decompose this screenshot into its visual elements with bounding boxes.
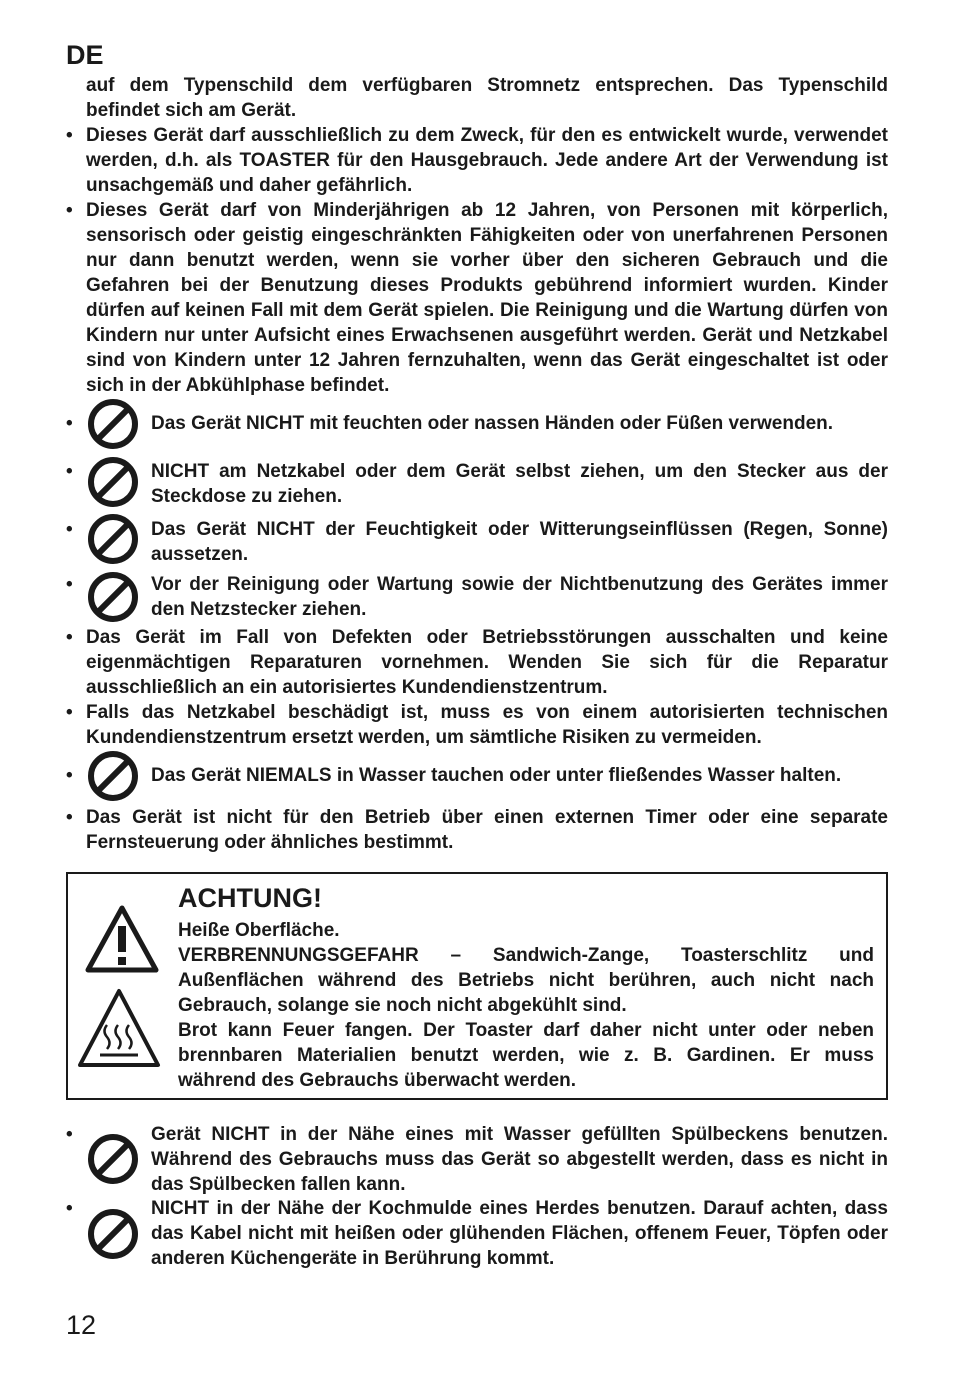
paragraph-sink: Gerät NICHT in der Nähe eines mit Wasser gefüllten Spülbeckens benutzen. Während des Gebrauchs muss das Gerät so abgestellt werden, dass es nicht in das Spülbecken fallen kann. (151, 1124, 888, 1195)
paragraph-children: Dieses Gerät darf von Minderjährigen ab 12 Jahren, von Personen mit körperlich, sensorisch oder geistig eingeschränkten Fähigkeiten oder von unerfahrenen Personen nur dann benutzt werden, wenn sie vorher über den sicheren Gebrauch und die Gefahren bei der Benutzung dieses Produkts gebührend informiert wurden. Kinder dürfen auf keinen Fall mit dem Gerät spielen. Die Reinigung und die Wartung dürfen von Kindern nur unter Aufsicht eines Erwachsenen ausgeführt werden. Gerät und Netzkabel sind von Kindern unter 12 Jahren fernzuhalten, wenn das Gerät eingeschaltet ist oder sich in der Abkühlphase befindet. (86, 200, 888, 396)
prohibition-icon (87, 456, 139, 508)
bullet: • (66, 627, 73, 648)
warning-burn-hazard: VERBRENNUNGSGEFAHR – Sandwich-Zange, Toasterschlitz und Außenflächen während des Betriebs nicht berühren, auch nicht nach Gebrauch, solange sie noch nicht abgekühlt sind. (178, 945, 874, 1016)
paragraph-nameplate: auf dem Typenschild dem verfügbaren Stromnetz entsprechen. Das Typenschild befindet sich am Gerät. (86, 75, 888, 121)
warning-title: ACHTUNG! (178, 883, 322, 913)
prohibition-icon (87, 750, 139, 802)
bullet: • (66, 765, 73, 786)
bullet: • (66, 125, 73, 146)
paragraph-timer: Das Gerät ist nicht für den Betrieb über einen externen Timer oder eine separate Fernsteuerung oder ähnliches bestimmt. (86, 807, 888, 853)
bullet: • (66, 519, 73, 540)
bullet: • (66, 200, 73, 221)
paragraph-weather: Das Gerät NICHT der Feuchtigkeit oder Witterungseinflüssen (Regen, Sonne) aussetzen. (151, 519, 888, 565)
prohibition-icon (87, 571, 139, 623)
warning-box (66, 872, 888, 1100)
paragraph-unplug: Vor der Reinigung oder Wartung sowie der Nichtbenutzung des Gerätes immer den Netzstecker ziehen. (151, 574, 888, 620)
paragraph-pull-cable: NICHT am Netzkabel oder dem Gerät selbst ziehen, um den Stecker aus der Steckdose zu ziehen. (151, 461, 888, 507)
bullet: • (66, 461, 73, 482)
page-number: 12 (66, 1310, 97, 1340)
prohibition-icon (87, 1133, 139, 1185)
bullet: • (66, 702, 73, 723)
bullet: • (66, 413, 73, 434)
paragraph-wet-hands: Das Gerät NICHT mit feuchten oder nassen Händen oder Füßen verwenden. (151, 413, 834, 434)
paragraph-water: Das Gerät NIEMALS in Wasser tauchen oder unter fließendes Wasser halten. (151, 765, 842, 786)
bullet: • (66, 574, 73, 595)
paragraph-purpose: Dieses Gerät darf ausschließlich zu dem Zweck, für den es entwickelt wurde, verwendet werden, d.h. als TOASTER für den Hausgebrauch. Jede andere Art der Verwendung ist unsachgemäß und daher gefährlich. (86, 125, 888, 196)
bullet: • (66, 1124, 73, 1145)
paragraph-hob: NICHT in der Nähe der Kochmulde eines Herdes benutzen. Darauf achten, dass das Kabel nicht mit heißen oder glühenden Flächen, offenem Feuer, Töpfen oder anderen Küchengeräte in Berührung kommt. (151, 1198, 888, 1269)
prohibition-icon (87, 398, 139, 450)
warning-text (178, 918, 874, 1093)
paragraph-defects: Das Gerät im Fall von Defekten oder Betriebsstörungen ausschalten und keine eigenmächtigen Reparaturen vornehmen. Wenden Sie sich für die Reparatur ausschließlich an ein autorisiertes Kundendienstzentrum. (86, 627, 888, 698)
bullet: • (66, 1198, 73, 1219)
hot-surface-icon (76, 987, 162, 1069)
prohibition-icon (87, 513, 139, 565)
warning-fire-hazard: Brot kann Feuer fangen. Der Toaster darf daher nicht unter oder neben brennbaren Materialien benutzt werden, wie z. B. Gardinen. Er muss während des Gebrauchs überwacht werden. (178, 1020, 874, 1091)
language-code: DE (66, 40, 104, 70)
warning-triangle-icon (84, 904, 160, 974)
warning-hot-surface: Heiße Oberfläche. (178, 920, 340, 941)
paragraph-cable-damaged: Falls das Netzkabel beschädigt ist, muss es von einem autorisierten technischen Kundendienstzentrum ersetzt werden, um sämtliche Risiken zu vermeiden. (86, 702, 888, 748)
bullet: • (66, 807, 73, 828)
prohibition-icon (87, 1208, 139, 1260)
